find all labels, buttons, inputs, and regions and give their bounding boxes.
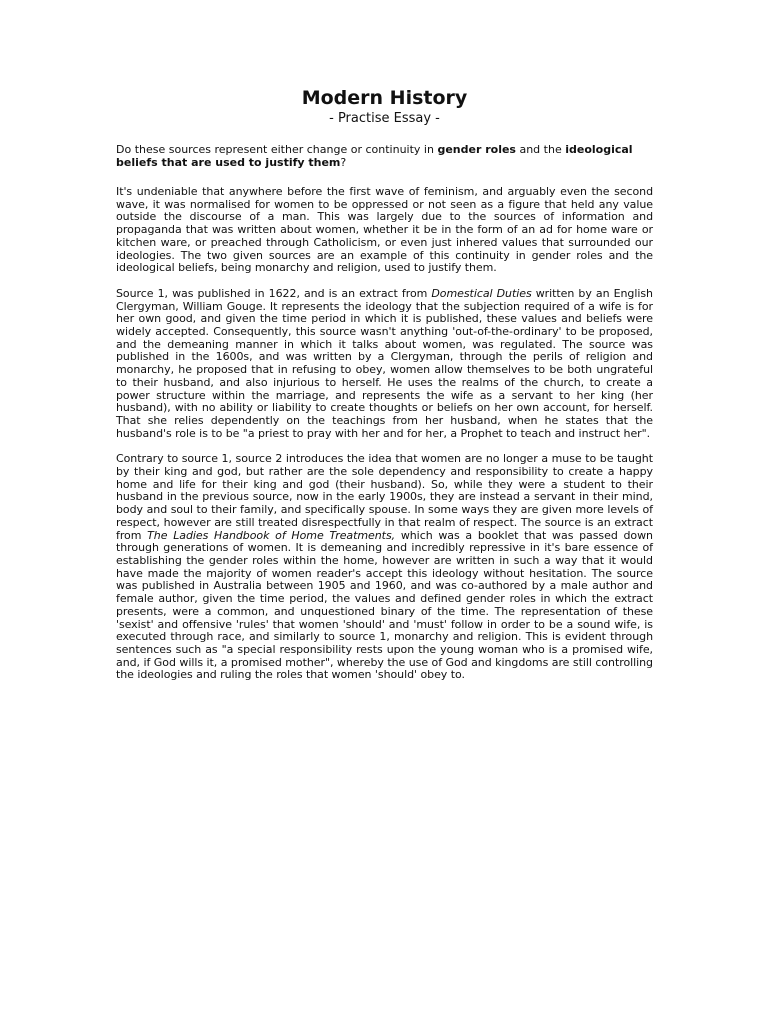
paragraph-source-1-text-b: written by an English Clergyman, William Gouge. It represents the ideology that the subjection required of a wife is for her own good, and given the time period in which it is published, these values and beliefs were widely accepted. Consequently, this source wasn't anything 'out-of-the-ordinary' to be proposed, and the demeaning manner in which it talks about women, was regulated. The source was published in the 1600s, and was written by a Clergyman, through the perils of religion and monarchy, he proposed that in refusing to obey, women allow themselves to be both ungrateful to their husband, and also injurious to herself. He uses the realms of the church, to create a power structure within the marriage, and represents the wife as a servant to her king (her husband), with no ability or liability to create thoughts or beliefs on her own account, for herself. That she relies dependently on the teachings from her husband, when he states that the husband's role is to be "a priest to pray with her and for her, a Prophet to teach and instruct her". (116, 286, 653, 440)
page-title: Modern History (301, 87, 468, 109)
paragraph-source-2 (116, 453, 653, 682)
question-text-1: Do these sources represent either change or continuity in (116, 143, 438, 156)
page-subtitle: - Practise Essay - (329, 111, 440, 126)
source-2-title: The Ladies Handbook of Home Treatments, (147, 528, 396, 542)
question-text-2: and the (515, 143, 566, 156)
paragraph-source-1 (116, 288, 653, 440)
paragraph-source-2-text-b: which was a booklet that was passed down through generations of women. It is demeaning and incredibly repressive in it's bare essence of establishing the gender roles within the home, however are written in such a way that it would have made the majority of women reader's accept this ideology without hesitation. The source was published in Australia between 1905 and 1960, and was co-authored by a male author and female author, given the time period, the values and defined gender roles in which the extract presents, were a common, and unquestioned binary of the time. The representation of these 'sexist' and offensive 'rules' that women 'should' and 'must' follow in order to be a sound wife, is executed through race, and similarly to source 1, monarchy and religion. This is evident through sentences such as "a special responsibility rests upon the young woman who is a promised wife, and, if God wills it, a promised mother", whereby the use of God and kingdoms are still controlling the ideologies and ruling the roles that women 'should' obey to. (116, 528, 653, 682)
paragraph-source-1-text-a: Source 1, was published in 1622, and is an extract from (116, 286, 432, 300)
essay-question (116, 143, 653, 169)
paragraph-source-2-text-a: Contrary to source 1, source 2 introduces the idea that women are no longer a muse to be taught by their king and god, but rather are the sole dependency and responsibility to create a happy home and life for their king and god (their husband). So, while they were a student to their husband in the previous source, now in the early 1900s, they are instead a servant in their mind, body and soul to their family, and specifically spouse. In some ways they are given more levels of respect, however are still treated disrespectfully in that realm of respect. The source is an extract from (116, 452, 653, 542)
source-1-title: Domestical Duties (431, 286, 532, 300)
question-bold-2: ideological beliefs that are used to justify them (116, 143, 633, 169)
question-bold-1: gender roles (437, 143, 516, 156)
question-text-3: ? (340, 156, 347, 169)
essay-page (116, 86, 653, 695)
paragraph-introduction: It's undeniable that anywhere before the first wave of feminism, and arguably even the second wave, it was normalised for women to be oppressed or not seen as a figure that held any value outside the discourse of a man. This was largely due to the sources of information and propaganda that was written about women, whether it be in the form of an ad for home ware or kitchen ware, or preached through Catholicism, or even just inhered values that surrounded our ideologies. The two given sources are an example of this continuity in gender roles and the ideological beliefs, being monarchy and religion, used to justify them. (116, 185, 653, 275)
